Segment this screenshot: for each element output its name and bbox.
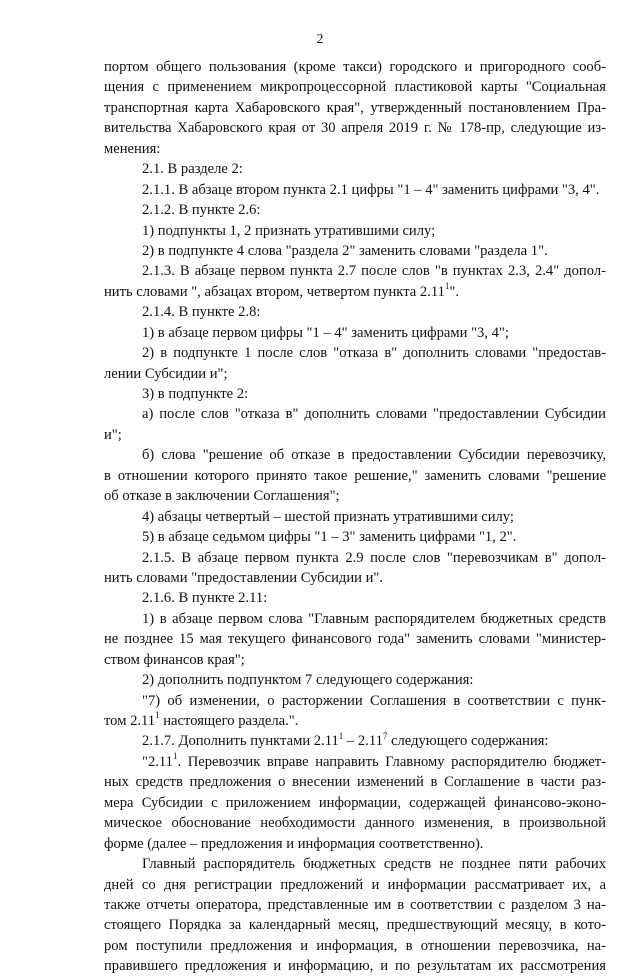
line-text: Главный распорядитель бюджетных средств не позднее пяти рабочих: [142, 856, 606, 873]
text-line: [104, 404, 606, 424]
text-line: [104, 302, 606, 322]
line-text: 2) дополнить подпунктом 7 следующего содержания:: [142, 672, 474, 689]
text-line: [104, 609, 606, 629]
text-line: [104, 466, 606, 486]
text-line: [104, 936, 606, 956]
line-text: 2) в подпункте 4 слова "раздела 2" заменить словами "раздела 1".: [142, 242, 548, 259]
text-line: [104, 588, 606, 608]
line-text: том 2.11: [104, 713, 156, 729]
line-text: 2) в подпункте 1 после слов "отказа в" дополнить словами "предостав-: [142, 345, 606, 362]
line-text: 2.1. В разделе 2:: [142, 161, 243, 178]
line-text: в отношении которого принято такое решение," заменить словами "решение: [104, 467, 606, 484]
line-text: 4) абзацы четвертый – шестой признать утратившими силу;: [142, 508, 514, 525]
line-text: ром поступили предложения и информация, в отношении перевозчика, на-: [104, 937, 606, 954]
line-text: щения с применением микропроцессорной пластиковой карты "Социальная: [104, 79, 606, 96]
line-text: 3) в подпункте 2:: [142, 386, 249, 402]
document-body: [104, 57, 606, 977]
text-line: [104, 323, 606, 343]
text-line: [104, 98, 606, 118]
text-line: [104, 118, 606, 138]
line-text: правившего предложения и информацию, и по результатам их рассмотрения: [104, 958, 606, 975]
text-line: [104, 650, 606, 670]
text-line: [104, 895, 606, 915]
line-text: 2.1.5. В абзаце первом пункта 2.9 после слов "перевозчикам в" допол-: [142, 549, 606, 566]
text-line: [104, 343, 606, 363]
text-line: [104, 57, 606, 77]
line-text: стоящего Порядка за календарный месяц, предшествующий месяцу, в кото-: [104, 917, 606, 934]
text-line: [104, 731, 606, 751]
text-line: [104, 548, 606, 568]
text-line: [104, 670, 606, 690]
line-text: мическое обоснование необходимости данного изменения, в произвольной: [104, 815, 606, 832]
superscript: 1: [444, 280, 450, 291]
line-text: ".: [449, 283, 459, 300]
text-line: [104, 425, 606, 445]
superscript: 1: [172, 751, 178, 762]
line-text: ных средств предложения о внесении изменений в Соглашение в части раз-: [104, 774, 606, 791]
text-line: [104, 261, 606, 281]
line-text: лении Субсидии и";: [104, 365, 228, 382]
line-text: также отчеты оператора, представленные им в соответствии с разделом 3 на-: [104, 896, 606, 913]
line-text: – 2.11: [343, 733, 383, 750]
line-text: 2.1.6. В пункте 2.11:: [142, 590, 268, 607]
line-text: 5) в абзаце седьмом цифры "1 – 3" заменить цифрами "1, 2".: [142, 529, 517, 546]
text-line: [104, 956, 606, 976]
line-text: "2.11: [142, 753, 173, 770]
line-text: транспортная карта Хабаровского края", утвержденный постановлением Пра-: [104, 99, 606, 116]
text-line: [104, 364, 606, 384]
line-text: портом общего пользования (кроме такси) городского и пригородного сооб-: [104, 59, 606, 75]
superscript: 1: [155, 710, 160, 721]
line-text: ством финансов края";: [104, 651, 245, 668]
line-text: не позднее 15 мая текущего финансового года" заменить словами "министер-: [104, 631, 606, 648]
line-text: следующего содержания:: [387, 733, 549, 750]
line-text: настоящего раздела.".: [159, 713, 299, 729]
text-line: [104, 711, 606, 731]
text-line: [104, 200, 606, 220]
text-line: [104, 813, 606, 833]
line-text: а) после слов "отказа в" дополнить словами "предоставлении Субсидии: [142, 406, 606, 423]
line-text: 2.1.3. В абзаце первом пункта 2.7 после слов "в пунктах 2.3, 2.4" допол-: [142, 263, 606, 280]
line-text: 1) в абзаце первом цифры "1 – 4" заменить цифрами "3, 4";: [142, 324, 509, 341]
text-line: [104, 834, 606, 854]
text-line: [104, 752, 606, 772]
text-line: [104, 384, 606, 404]
line-text: дней со дня регистрации предложений и информации рассматривает их, а: [104, 876, 606, 893]
line-text: об отказе в заключении Соглашения";: [104, 488, 340, 505]
text-line: [104, 568, 606, 588]
text-line: [104, 854, 606, 874]
text-line: [104, 139, 606, 159]
text-line: [104, 486, 606, 506]
line-text: мера Субсидии с приложением информации, содержащей финансово-эконо-: [104, 794, 606, 811]
text-line: [104, 793, 606, 813]
text-line: [104, 445, 606, 465]
text-line: [104, 282, 606, 302]
text-line: [104, 691, 606, 711]
text-line: [104, 629, 606, 649]
superscript: 1: [338, 730, 344, 741]
line-text: менения:: [104, 140, 161, 157]
line-text: нить словами "предоставлении Субсидии и".: [104, 569, 384, 586]
text-line: [104, 159, 606, 179]
line-text: . Перевозчик вправе направить Главному распорядителю бюджет-: [177, 753, 606, 770]
page-number: 2: [316, 32, 324, 47]
text-line: [104, 180, 606, 200]
line-text: нить словами ", абзацах втором, четвертом пункта 2.11: [104, 283, 445, 300]
text-line: [104, 507, 606, 527]
superscript: 7: [382, 730, 388, 741]
line-text: 1) подпункты 1, 2 признать утратившими силу;: [142, 222, 436, 239]
line-text: "7) об изменении, о расторжении Соглашения в соответствии с пунк-: [142, 692, 606, 709]
line-text: вительства Хабаровского края от 30 апреля 2019 г. № 178-пр, следующие из-: [104, 120, 606, 137]
line-text: 2.1.7. Дополнить пунктами 2.11: [142, 733, 339, 750]
text-line: [104, 875, 606, 895]
text-line: [104, 915, 606, 935]
text-line: [104, 77, 606, 97]
line-text: б) слова "решение об отказе в предоставлении Субсидии перевозчику,: [142, 447, 606, 464]
text-line: [104, 241, 606, 261]
line-text: и";: [104, 426, 122, 443]
line-text: форме (далее – предложения и информация соответственно).: [104, 835, 484, 852]
text-line: [104, 221, 606, 241]
line-text: 2.1.1. В абзаце втором пункта 2.1 цифры "1 – 4" заменить цифрами "3, 4".: [142, 181, 600, 198]
line-text: 2.1.2. В пункте 2.6:: [142, 202, 261, 219]
text-line: [104, 772, 606, 792]
line-text: 2.1.4. В пункте 2.8:: [142, 304, 261, 321]
line-text: 1) в абзаце первом слова "Главным распорядителем бюджетных средств: [142, 610, 606, 627]
text-line: [104, 527, 606, 547]
